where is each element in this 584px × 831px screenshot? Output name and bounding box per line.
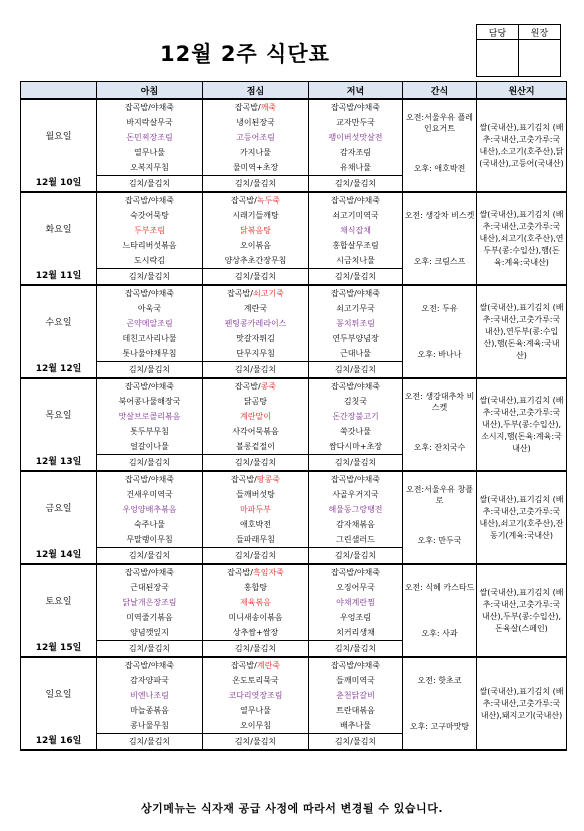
- lunch-item: 사각어묵볶음: [203, 424, 309, 439]
- origin-info: 쌀(국내산),표기김치 (배추:국내산,고춧가루:국내산),소고기(호주산),닭(국내산),고등어(국내산): [477, 99, 567, 192]
- dinner-kimchi: 김치/물김치: [309, 269, 403, 286]
- lunch-item: 단무지무침: [203, 346, 309, 362]
- snack-morning: 오전: 생강대추차 비스켓: [403, 378, 477, 424]
- rice-label: 잡곡밥/: [230, 661, 257, 670]
- breakfast-item: 숙갓어묵탕: [97, 208, 203, 223]
- snack-afternoon: 오후: 잔치국수: [403, 424, 477, 471]
- breakfast-kimchi: 김치/물김치: [97, 455, 203, 472]
- date-label: 12월 14일: [21, 548, 97, 565]
- dinner-item: 춘천닭갈비: [309, 688, 403, 703]
- header-origin: 원산지: [477, 82, 567, 100]
- dinner-item: 꽁치튀조림: [309, 316, 403, 331]
- table-header-row: [21, 82, 567, 100]
- rice-label: 잡곡밥/: [230, 475, 257, 484]
- lunch-item: 홍합탕: [203, 580, 309, 595]
- porridge-label: 녹두죽: [256, 196, 281, 205]
- dinner-item: 쇠고기미역국: [309, 208, 403, 223]
- dinner-item: 돈간장불고기: [309, 409, 403, 424]
- dinner-item: 잡곡밥/야채죽: [309, 285, 403, 301]
- breakfast-kimchi: 김치/물김치: [97, 734, 203, 751]
- breakfast-item: 열무나물: [97, 145, 203, 160]
- approval-label-director: 원장: [519, 25, 561, 40]
- snack-morning: 오전:서울우유 창플로: [403, 471, 477, 517]
- snack-afternoon: 오후: 애호박전: [403, 145, 477, 192]
- lunch-item: 들깨버섯탕: [203, 487, 309, 502]
- dinner-item: 잡곡밥/야채죽: [309, 192, 403, 208]
- lunch-item: 닭곰탕: [203, 394, 309, 409]
- lunch-item: 마파두부: [203, 502, 309, 517]
- lunch-kimchi: 김치/물김치: [203, 641, 309, 658]
- breakfast-item: 근대된장국: [97, 580, 203, 595]
- lunch-kimchi: 김치/물김치: [203, 548, 309, 565]
- notice-footer: 상기메뉴는 식자재 공급 사정에 따라서 변경될 수 있습니다.: [140, 802, 443, 815]
- breakfast-item: 잡곡밥/야채죽: [97, 285, 203, 301]
- snack-morning: 오전: 핫초코: [403, 657, 477, 703]
- date-label: 12월 15일: [21, 641, 97, 658]
- dinner-item: 시금치나물: [309, 253, 403, 269]
- lunch-item: 계란국: [203, 301, 309, 316]
- snack-afternoon: 오후: 만두국: [403, 517, 477, 564]
- dinner-item: 팽이버섯맛살전: [309, 130, 403, 145]
- rice-label: 잡곡밥/: [227, 289, 253, 298]
- dinner-item: 잡곡밥/야채죽: [309, 378, 403, 394]
- breakfast-item: 얼갈이나물: [97, 439, 203, 455]
- dinner-kimchi: 김치/물김치: [309, 641, 403, 658]
- snack-afternoon: 오후: 사과: [403, 610, 477, 657]
- origin-info: 쌀(국내산),표기김치 (배추:국내산,고춧가루:국내산),두부(콩:수입산),소시지,햄(돈육:계육:국내산): [477, 378, 567, 471]
- lunch-item: 상추쌈+쌈장: [203, 625, 309, 641]
- breakfast-item: 미역줄기볶음: [97, 610, 203, 625]
- dinner-item: 그린샐러드: [309, 532, 403, 548]
- dinner-kimchi: 김치/물김치: [309, 455, 403, 472]
- snack-morning: 오전: 생강차 비스켓: [403, 192, 477, 238]
- breakfast-item: 우엉양배추볶음: [97, 502, 203, 517]
- dinner-item: 김칫국: [309, 394, 403, 409]
- breakfast-item: 북어콩나물해장국: [97, 394, 203, 409]
- breakfast-item: 돈민찌장조림: [97, 130, 203, 145]
- lunch-item: 오이볶음: [203, 238, 309, 253]
- approval-sign-director: [519, 40, 561, 77]
- lunch-item: 들파래무침: [203, 532, 309, 548]
- lunch-item: 애호박전: [203, 517, 309, 532]
- dinner-item: 유채나물: [309, 160, 403, 176]
- breakfast-item: 잡곡밥/야채죽: [97, 471, 203, 487]
- day-label: 토요일: [21, 564, 97, 641]
- snack-afternoon: 오후: 바나나: [403, 331, 477, 378]
- lunch-item: 맛갈자튀김: [203, 331, 309, 346]
- breakfast-item: 아욱국: [97, 301, 203, 316]
- breakfast-item: 바지락살무국: [97, 115, 203, 130]
- approval-sign-staff: [477, 40, 519, 77]
- dinner-item: 쑥갓나물: [309, 424, 403, 439]
- lunch-item: 양상추초간장무침: [203, 253, 309, 269]
- lunch-kimchi: 김치/물김치: [203, 734, 309, 751]
- rice-label: 잡곡밥/: [230, 196, 257, 205]
- breakfast-item: 곤약메알조림: [97, 316, 203, 331]
- dinner-item: 배추나물: [309, 718, 403, 734]
- dinner-item: 잡곡밥/야채죽: [309, 657, 403, 673]
- meal-row: [21, 192, 567, 208]
- breakfast-item: 잡곡밥/야채죽: [97, 192, 203, 208]
- day-label: 일요일: [21, 657, 97, 734]
- dinner-kimchi: 김치/물김치: [309, 176, 403, 193]
- lunch-kimchi: 김치/물김치: [203, 269, 309, 286]
- meal-row: [21, 564, 567, 580]
- dinner-kimchi: 김치/물김치: [309, 734, 403, 751]
- day-label: 금요일: [21, 471, 97, 548]
- origin-info: 쌀(국내산),표기김치 (배추:국내산,고춧가루:국내산),연두부(콩:수입산),햄(돈육:계육:국내산): [477, 285, 567, 378]
- dinner-item: 근대나물: [309, 346, 403, 362]
- porridge-label: 깨죽: [260, 103, 277, 112]
- rice-label: 잡곡밥/: [234, 103, 261, 112]
- date-label: 12월 11일: [21, 269, 97, 286]
- dinner-item: 채식잡채: [309, 223, 403, 238]
- dinner-item: 잡곡밥/야채죽: [309, 471, 403, 487]
- meal-row: [21, 285, 567, 301]
- lunch-item: 닭볶음탕: [203, 223, 309, 238]
- page-title: 12월 2주 식단표: [160, 42, 330, 66]
- breakfast-item: 맛살브로콜리볶음: [97, 409, 203, 424]
- origin-info: 쌀(국내산),표기김치 (배추:국내산,고춧가루:국내산),돼지고기(국내산): [477, 657, 567, 750]
- breakfast-item: 닭날개은장조림: [97, 595, 203, 610]
- dinner-item: 들깨미역국: [309, 673, 403, 688]
- lunch-item: 코다리엿장조림: [203, 688, 309, 703]
- date-label: 12월 13일: [21, 455, 97, 472]
- lunch-item: [203, 564, 309, 580]
- porridge-label: 땅콩죽: [256, 475, 281, 484]
- dinner-item: 쇠고기무국: [309, 301, 403, 316]
- breakfast-kimchi: 김치/물김치: [97, 269, 203, 286]
- breakfast-item: 양념깻잎지: [97, 625, 203, 641]
- lunch-item: 오이무침: [203, 718, 309, 734]
- lunch-item: [203, 99, 309, 115]
- breakfast-item: 비엔나조림: [97, 688, 203, 703]
- lunch-item: 물미역+초장: [203, 160, 309, 176]
- breakfast-item: 잡곡밥/야채죽: [97, 564, 203, 580]
- lunch-item: [203, 378, 309, 394]
- dinner-kimchi: 김치/물김치: [309, 362, 403, 379]
- lunch-item: [203, 285, 309, 301]
- breakfast-item: 잡곡밥/야채죽: [97, 378, 203, 394]
- snack-morning: 오전: 두유: [403, 285, 477, 331]
- lunch-item: 펜팅콩카레라이스: [203, 316, 309, 331]
- breakfast-kimchi: 김치/물김치: [97, 548, 203, 565]
- dinner-item: 오징어무국: [309, 580, 403, 595]
- header-lunch: 점심: [203, 82, 309, 100]
- day-label: 목요일: [21, 378, 97, 455]
- origin-info: 쌀(국내산),표기김치 (배추:국내산,고춧가루:국내산),쇠고기(호주산),잔동기(계육:국내산): [477, 471, 567, 564]
- breakfast-item: 무말랭이무침: [97, 532, 203, 548]
- date-label: 12월 12일: [21, 362, 97, 379]
- lunch-item: 제육볶음: [203, 595, 309, 610]
- porridge-label: 쇠고기죽: [252, 289, 284, 298]
- lunch-item: 열무나물: [203, 703, 309, 718]
- origin-info: 쌀(국내산),표기김치 (배추:국내산,고춧가루:국내산),두부(콩:수입산),돈육살(스페인): [477, 564, 567, 657]
- breakfast-item: 건새우미역국: [97, 487, 203, 502]
- meal-row: [21, 99, 567, 115]
- lunch-item: 시래기들깨탕: [203, 208, 309, 223]
- snack-afternoon: 오후: 크림스프: [403, 238, 477, 285]
- day-label: 월요일: [21, 99, 97, 176]
- dinner-item: 감자조림: [309, 145, 403, 160]
- breakfast-item: 잡곡밥/야채죽: [97, 99, 203, 115]
- header-day: [21, 82, 97, 100]
- rice-label: 잡곡밥/: [227, 568, 253, 577]
- dinner-item: 우엉조림: [309, 610, 403, 625]
- lunch-item: 온도토리묵국: [203, 673, 309, 688]
- meal-table: [20, 81, 567, 751]
- meal-row: [21, 471, 567, 487]
- rice-label: 잡곡밥/: [234, 382, 261, 391]
- porridge-label: 흑임자죽: [252, 568, 284, 577]
- lunch-item: 볼롱겉절이: [203, 439, 309, 455]
- dinner-item: 잡곡밥/야채죽: [309, 99, 403, 115]
- lunch-item: 계란말이: [203, 409, 309, 424]
- lunch-item: 냉이된장국: [203, 115, 309, 130]
- porridge-label: 계란죽: [256, 661, 281, 670]
- dinner-item: 해물동그랑땡전: [309, 502, 403, 517]
- header-snack: 간식: [403, 82, 477, 100]
- breakfast-item: 느타리버섯볶음: [97, 238, 203, 253]
- day-label: 화요일: [21, 192, 97, 269]
- dinner-item: 치커리생채: [309, 625, 403, 641]
- dinner-kimchi: 김치/물김치: [309, 548, 403, 565]
- dinner-item: 사골우거지국: [309, 487, 403, 502]
- lunch-kimchi: 김치/물김치: [203, 455, 309, 472]
- breakfast-item: 톳두부무침: [97, 424, 203, 439]
- day-label: 수요일: [21, 285, 97, 362]
- dinner-item: 연두부양념장: [309, 331, 403, 346]
- lunch-item: 가지나물: [203, 145, 309, 160]
- dinner-item: 홍합살무조림: [309, 238, 403, 253]
- lunch-item: [203, 192, 309, 208]
- lunch-item: 미니새송이볶음: [203, 610, 309, 625]
- approval-box: [476, 24, 561, 77]
- breakfast-kimchi: 김치/물김치: [97, 362, 203, 379]
- lunch-kimchi: 김치/물김치: [203, 362, 309, 379]
- snack-morning: 오전: 식혜 카스타드: [403, 564, 477, 610]
- breakfast-item: 콩나물무침: [97, 718, 203, 734]
- lunch-item: [203, 657, 309, 673]
- header-breakfast: 아침: [97, 82, 203, 100]
- dinner-item: 트란대볶음: [309, 703, 403, 718]
- breakfast-item: 마늘종볶음: [97, 703, 203, 718]
- lunch-item: [203, 471, 309, 487]
- breakfast-item: 도시락김: [97, 253, 203, 269]
- breakfast-item: 데친고사리나물: [97, 331, 203, 346]
- header-dinner: 저녁: [309, 82, 403, 100]
- snack-afternoon: 오후: 고구마맛탕: [403, 703, 477, 750]
- approval-label-staff: 담당: [477, 25, 519, 40]
- breakfast-kimchi: 김치/물김치: [97, 176, 203, 193]
- date-label: 12월 16일: [21, 734, 97, 751]
- porridge-label: 콩죽: [260, 382, 277, 391]
- meal-row: [21, 657, 567, 673]
- breakfast-item: 톳나물야채무침: [97, 346, 203, 362]
- dinner-item: 감자채볶음: [309, 517, 403, 532]
- dinner-item: 쌈다시마+초장: [309, 439, 403, 455]
- breakfast-item: 오복지무침: [97, 160, 203, 176]
- origin-info: 쌀(국내산),표기김치 (배추:국내산,고춧가루:국내산),쇠고기(호주산),연두부(콩:수입산),햄(돈육:계육:국내산): [477, 192, 567, 285]
- dinner-item: 잡곡밥/야채죽: [309, 564, 403, 580]
- dinner-item: 교자만두국: [309, 115, 403, 130]
- meal-row: [21, 378, 567, 394]
- breakfast-item: 두부조림: [97, 223, 203, 238]
- breakfast-kimchi: 김치/물김치: [97, 641, 203, 658]
- snack-morning: 오전:서울우유 플레인요거트: [403, 99, 477, 145]
- breakfast-item: 잡곡밥/야채죽: [97, 657, 203, 673]
- date-label: 12월 10일: [21, 176, 97, 193]
- lunch-kimchi: 김치/물김치: [203, 176, 309, 193]
- breakfast-item: 숙주나물: [97, 517, 203, 532]
- dinner-item: 야채계란찜: [309, 595, 403, 610]
- breakfast-item: 감자양파국: [97, 673, 203, 688]
- lunch-item: 고등어조림: [203, 130, 309, 145]
